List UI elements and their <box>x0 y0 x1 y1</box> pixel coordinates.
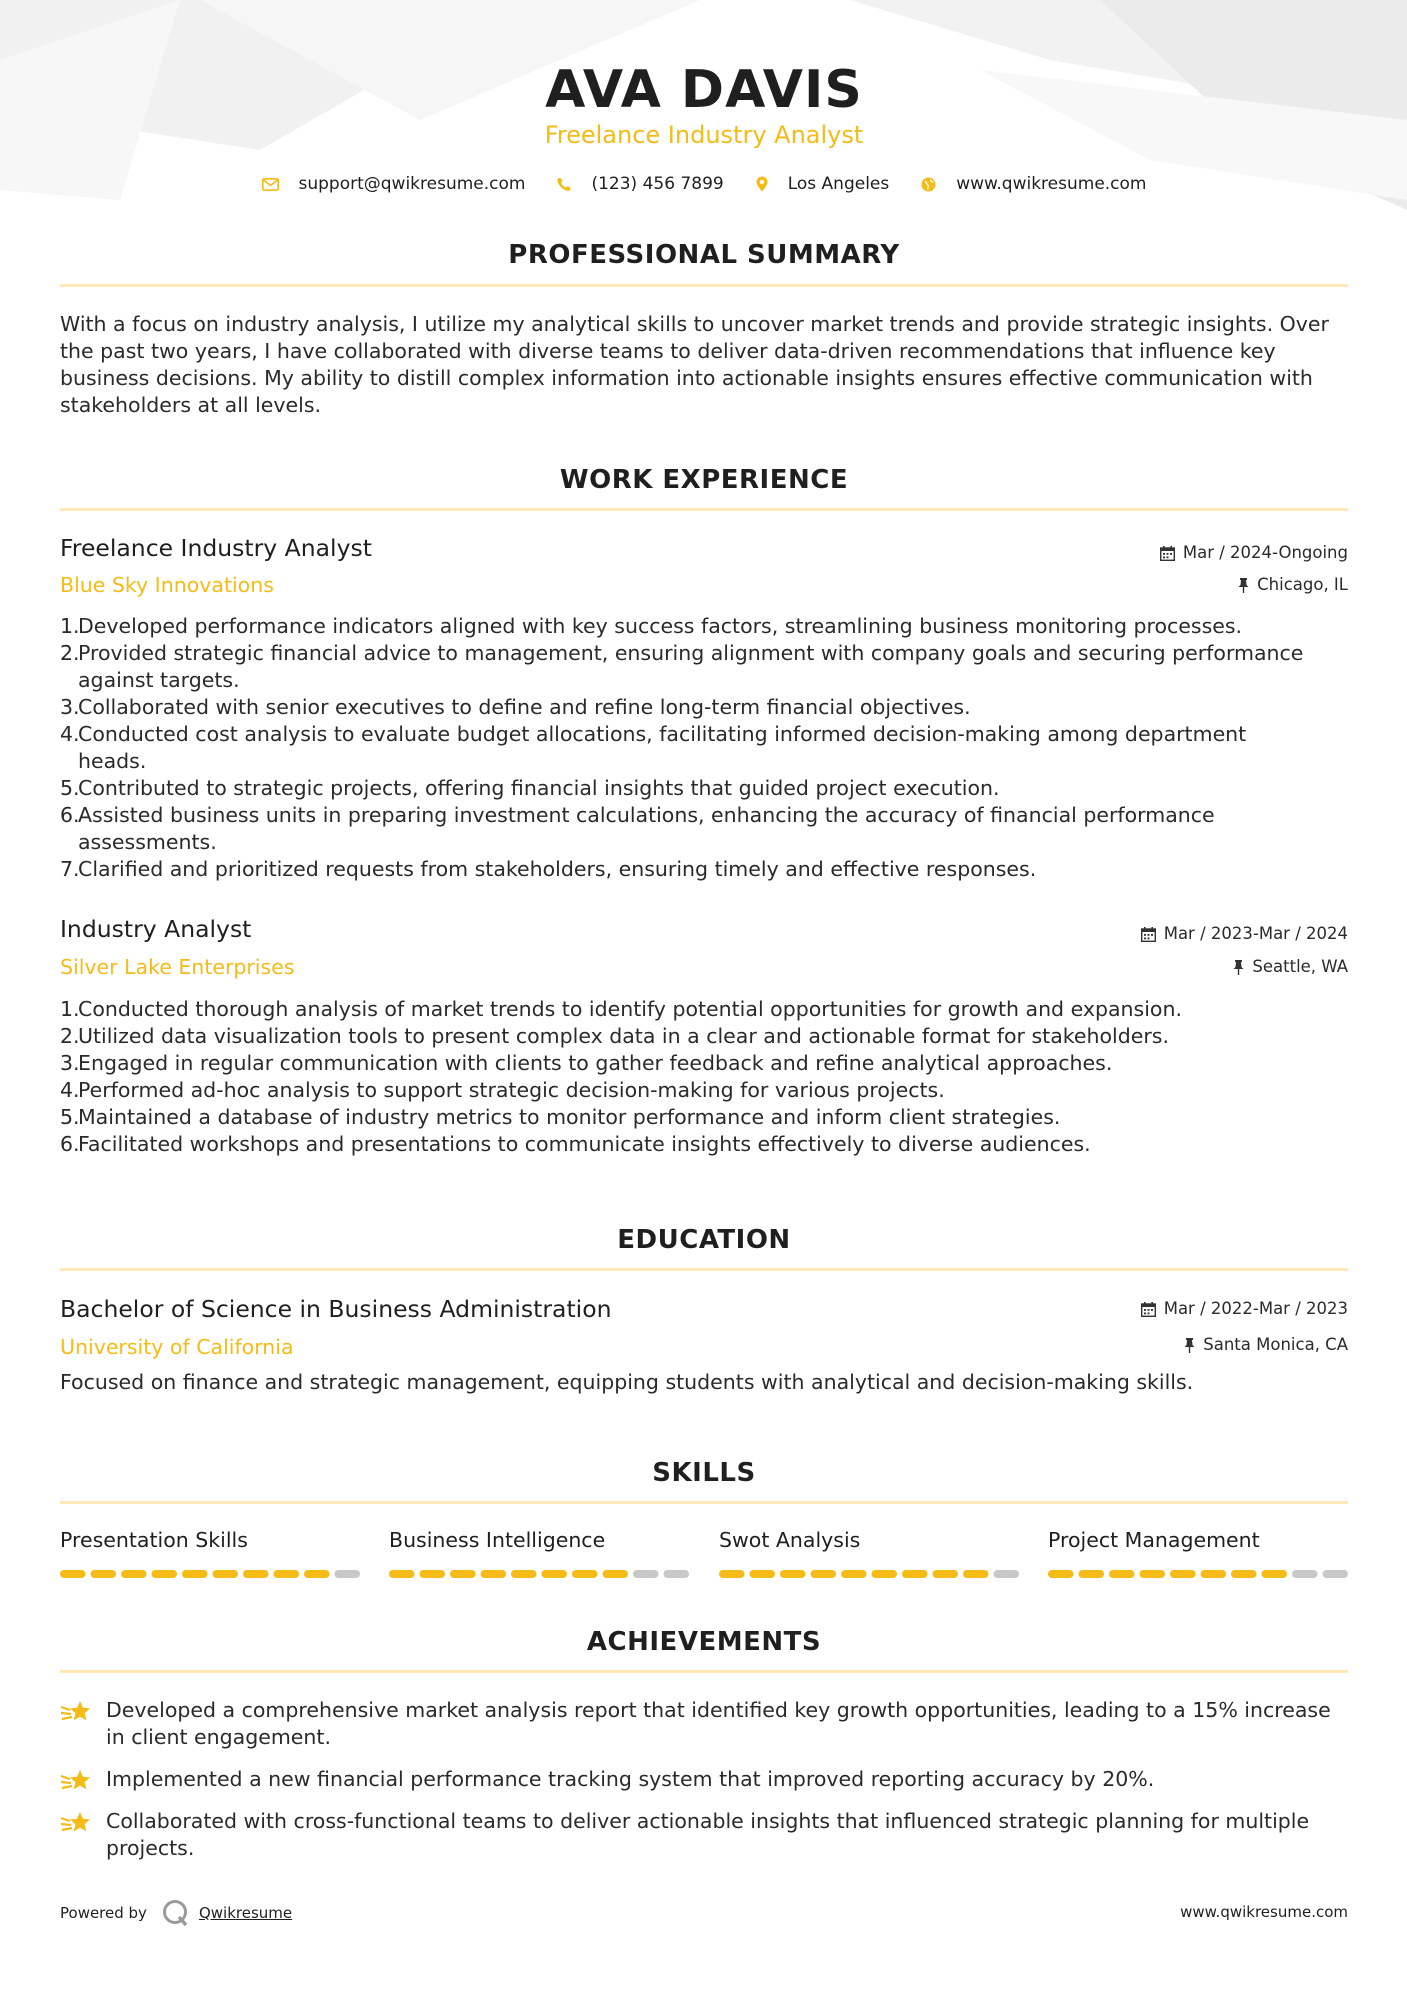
skill-segment-filled <box>182 1570 208 1578</box>
achievement-text: Implemented a new financial performance tracking system that improved reporting accuracy by 20%. <box>106 1767 1155 1791</box>
job-bullet-list <box>60 613 1348 883</box>
candidate-name: AVA DAVIS <box>545 60 863 120</box>
job-title: Freelance Industry Analyst <box>60 534 372 562</box>
skill-segment-filled <box>304 1570 330 1578</box>
achievement-text: Collaborated with cross-functional teams to deliver actionable insights that influenced strategic planning for multiple projects. <box>106 1809 1310 1860</box>
contact-email[interactable] <box>262 174 526 194</box>
summary-paragraph <box>60 311 1348 419</box>
skill-segment-filled <box>60 1570 86 1578</box>
skill-segment-filled <box>750 1570 776 1578</box>
skill-name: Swot Analysis <box>719 1528 861 1552</box>
education-divider <box>60 1268 1348 1271</box>
job-bullet: 5. Maintained a database of industry metrics to monitor performance and inform client strategies. <box>60 1105 1061 1129</box>
skill-segment-filled <box>450 1570 476 1578</box>
skill-name: Presentation Skills <box>60 1528 248 1552</box>
skill-segment-filled <box>1048 1570 1074 1578</box>
job-dates <box>1160 541 1348 565</box>
skill-segment-filled <box>91 1570 117 1578</box>
calendar-icon <box>1141 1302 1156 1317</box>
skill-segment-filled <box>511 1570 537 1578</box>
skill-segment-filled <box>1109 1570 1135 1578</box>
skill-segment-empty <box>994 1570 1020 1578</box>
skill-segment-filled <box>542 1570 568 1578</box>
location-text: Los Angeles <box>787 174 890 194</box>
degree-title: Bachelor of Science in Business Administration <box>60 1295 612 1323</box>
skill-segment-filled <box>1201 1570 1227 1578</box>
job-dates <box>1141 922 1348 946</box>
skill-segment-filled <box>1140 1570 1166 1578</box>
job-bullet: 1. Conducted thorough analysis of market trends to identify potential opportunities for growth and expansion. <box>60 997 1182 1021</box>
education-location <box>1184 1333 1348 1357</box>
job-title: Industry Analyst <box>60 915 252 943</box>
website-text: www.qwikresume.com <box>956 174 1147 194</box>
candidate-title: Freelance Industry Analyst <box>544 121 864 149</box>
skill-item <box>1048 1526 1348 1554</box>
skill-segment-filled <box>243 1570 269 1578</box>
skill-name: Business Intelligence <box>389 1528 606 1552</box>
skill-segment-filled <box>1231 1570 1257 1578</box>
job-bullet-list <box>60 996 1348 1158</box>
experience-divider <box>60 508 1348 511</box>
contact-website[interactable] <box>921 174 1146 194</box>
job-location-text: Chicago, IL <box>1257 575 1348 594</box>
achievement-text: Developed a comprehensive market analysis report that identified key growth opportunities, leading to a 15% increase in client engagement. <box>106 1698 1331 1749</box>
qwikresume-logo-icon <box>161 1898 191 1928</box>
job-bullet: 5. Contributed to strategic projects, offering financial insights that guided project execution. <box>60 776 1000 800</box>
summary-line: the past two years, I have collaborated with diverse teams to deliver data-driven recommendations that influence key <box>60 339 1276 363</box>
summary-divider <box>60 284 1348 287</box>
education-heading: EDUCATION <box>617 1225 791 1255</box>
job-bullet: 7. Clarified and prioritized requests from stakeholders, ensuring timely and effective responses. <box>60 857 1037 881</box>
skill-segment-filled <box>213 1570 239 1578</box>
summary-line: business decisions. My ability to distill complex information into actionable insights ensures effective communication with <box>60 366 1313 390</box>
skill-level-bar <box>389 1570 689 1578</box>
qwikresume-link[interactable]: Qwikresume <box>198 1904 293 1922</box>
skill-segment-empty <box>633 1570 659 1578</box>
skill-level-bar <box>719 1570 1019 1578</box>
job-location <box>1233 955 1348 979</box>
footer-powered-by <box>60 1898 292 1928</box>
shooting-star-icon <box>60 1699 92 1725</box>
skill-level-bar <box>60 1570 360 1578</box>
globe-icon <box>921 177 936 192</box>
footer-website[interactable]: www.qwikresume.com <box>1180 1903 1348 1921</box>
skills-divider <box>60 1501 1348 1504</box>
contact-location <box>756 174 890 194</box>
skill-segment-filled <box>121 1570 147 1578</box>
skill-segment-filled <box>389 1570 415 1578</box>
job-company: Silver Lake Enterprises <box>60 955 295 979</box>
job-bullet: 4. Conducted cost analysis to evaluate budget allocations, facilitating informed decision-making among department heads. <box>60 722 1247 773</box>
skill-segment-filled <box>1079 1570 1105 1578</box>
skill-segment-empty <box>1323 1570 1349 1578</box>
calendar-icon <box>1141 927 1156 942</box>
education-dates <box>1141 1297 1348 1321</box>
job-bullet: 1. Developed performance indicators aligned with key success factors, streamlining business monitoring processes. <box>60 614 1243 638</box>
skill-item <box>389 1526 689 1554</box>
experience-heading: WORK EXPERIENCE <box>559 465 849 495</box>
achievements-divider <box>60 1670 1348 1673</box>
skill-segment-filled <box>1170 1570 1196 1578</box>
email-text: support@qwikresume.com <box>298 174 526 194</box>
job-bullet: 3. Collaborated with senior executives to define and refine long-term financial objectives. <box>60 695 971 719</box>
skill-segment-filled <box>902 1570 928 1578</box>
achievement-item <box>60 1766 1348 1793</box>
skill-level-bar <box>1048 1570 1348 1578</box>
skill-segment-filled <box>481 1570 507 1578</box>
summary-heading: PROFESSIONAL SUMMARY <box>508 240 900 270</box>
contact-phone[interactable] <box>557 174 723 194</box>
contact-row <box>60 170 1348 198</box>
shooting-star-icon <box>60 1768 92 1794</box>
job-location <box>1238 573 1348 597</box>
shooting-star-icon <box>60 1810 92 1836</box>
summary-line: stakeholders at all levels. <box>60 393 322 417</box>
skill-segment-filled <box>780 1570 806 1578</box>
job-location-text: Seattle, WA <box>1252 957 1348 976</box>
skill-segment-filled <box>152 1570 178 1578</box>
skill-segment-filled <box>933 1570 959 1578</box>
calendar-icon <box>1160 546 1175 561</box>
skill-segment-filled <box>841 1570 867 1578</box>
map-pin-icon <box>756 176 768 192</box>
job-dates-text: Mar / 2023-Mar / 2024 <box>1163 924 1348 943</box>
skill-item <box>719 1526 1019 1554</box>
job-company: Blue Sky Innovations <box>60 573 274 597</box>
pushpin-icon <box>1233 960 1244 975</box>
skill-segment-filled <box>872 1570 898 1578</box>
job-bullet: 3. Engaged in regular communication with clients to gather feedback and refine analytical approaches. <box>60 1051 1113 1075</box>
pushpin-icon <box>1184 1338 1195 1353</box>
skills-heading: SKILLS <box>652 1458 756 1488</box>
powered-by-label: Powered by <box>60 1904 147 1922</box>
skill-segment-filled <box>603 1570 629 1578</box>
job-bullet: 2. Provided strategic financial advice to management, ensuring alignment with company goals and securing performance against targets. <box>60 641 1304 692</box>
job-bullet: 6. Assisted business units in preparing investment calculations, enhancing the accuracy of financial performance assessments. <box>60 803 1215 854</box>
skill-name: Project Management <box>1048 1528 1260 1552</box>
education-location-text: Santa Monica, CA <box>1203 1335 1348 1354</box>
skill-segment-filled <box>1262 1570 1288 1578</box>
phone-text: (123) 456 7899 <box>591 174 724 194</box>
phone-icon <box>557 177 571 192</box>
envelope-icon <box>262 178 279 191</box>
school-name: University of California <box>60 1335 294 1359</box>
skill-segment-empty <box>664 1570 690 1578</box>
skill-segment-filled <box>963 1570 989 1578</box>
education-dates-text: Mar / 2022-Mar / 2023 <box>1163 1299 1348 1318</box>
job-dates-text: Mar / 2024-Ongoing <box>1182 543 1348 562</box>
pushpin-icon <box>1238 578 1249 593</box>
summary-line: With a focus on industry analysis, I utilize my analytical skills to uncover market trends and provide strategic insights. Over <box>60 312 1329 336</box>
achievements-heading: ACHIEVEMENTS <box>586 1627 822 1657</box>
achievement-item <box>60 1808 1348 1862</box>
skill-segment-filled <box>274 1570 300 1578</box>
skill-segment-filled <box>420 1570 446 1578</box>
job-bullet: 6. Facilitated workshops and presentations to communicate insights effectively to diverse audiences. <box>60 1132 1091 1156</box>
job-bullet: 2. Utilized data visualization tools to present complex data in a clear and actionable format for stakeholders. <box>60 1024 1170 1048</box>
job-bullet: 4. Performed ad-hoc analysis to support strategic decision-making for various projects. <box>60 1078 945 1102</box>
skill-segment-filled <box>811 1570 837 1578</box>
skill-segment-filled <box>719 1570 745 1578</box>
skill-segment-empty <box>1292 1570 1318 1578</box>
skill-segment-empty <box>335 1570 361 1578</box>
achievement-item <box>60 1697 1348 1751</box>
skill-segment-filled <box>572 1570 598 1578</box>
education-description: Focused on finance and strategic management, equipping students with analytical and decision-making skills. <box>60 1370 1194 1394</box>
skill-item <box>60 1526 360 1554</box>
